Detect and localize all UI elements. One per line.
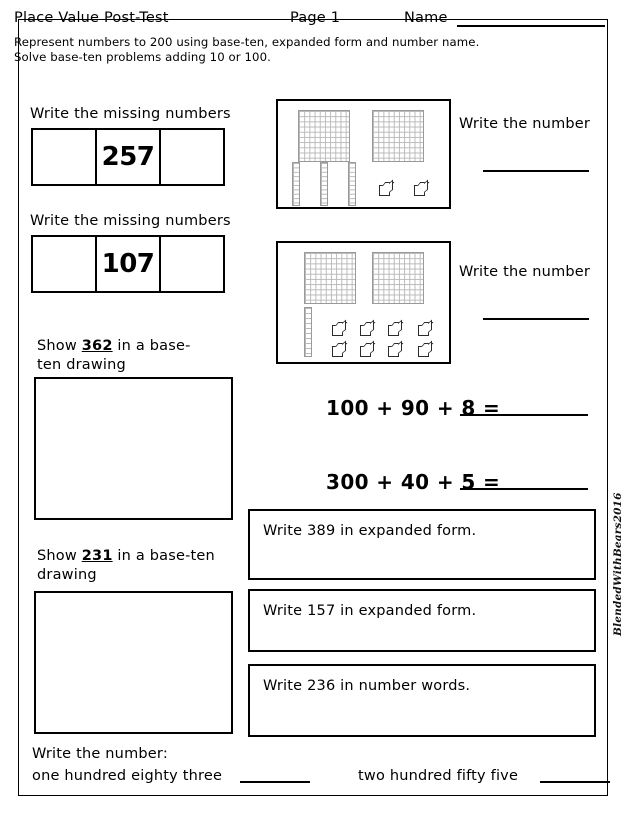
- standard-line-2: Solve base-ten problems adding 10 or 100.: [14, 50, 271, 64]
- base-ten-drawing-answer-box-1[interactable]: [34, 377, 233, 520]
- missing-number-cell-given: 257: [97, 130, 161, 184]
- ten-rod: [304, 307, 312, 357]
- unit-cube: [360, 346, 371, 357]
- watermark-credit: BlendedWithBears2016: [612, 492, 624, 636]
- missing-number-cell-blank-right[interactable]: [161, 130, 223, 184]
- footer-item-2: two hundred fifty five: [358, 768, 519, 784]
- ten-rod: [292, 162, 300, 206]
- base-ten-drawing-prompt-1: [37, 337, 237, 375]
- write-the-number-prompt-1: Write the number: [459, 116, 591, 132]
- missing-number-cell-blank-left[interactable]: [33, 237, 97, 291]
- unit-cube: [418, 346, 429, 357]
- show-suffix: in a base-ten: [112, 548, 215, 564]
- hundred-flat: [372, 252, 424, 304]
- show-prefix: Show: [37, 548, 82, 564]
- show-prefix: Show: [37, 338, 82, 354]
- unit-cube: [418, 325, 429, 336]
- missing-number-cell-given: 107: [97, 237, 161, 291]
- base-ten-blocks-panel-2: [276, 241, 451, 364]
- written-task-box-3[interactable]: [248, 664, 596, 737]
- show-line-2: ten drawing: [37, 357, 126, 373]
- name-label: Name: [404, 10, 448, 26]
- written-task-label: Write 157 in expanded form.: [263, 603, 477, 619]
- unit-cube: [414, 185, 425, 196]
- written-task-label: Write 236 in number words.: [263, 678, 471, 694]
- footer-answer-line-2[interactable]: [540, 781, 610, 783]
- page-number-label: Page 1: [290, 10, 341, 26]
- unit-cube: [379, 185, 390, 196]
- unit-cube: [388, 325, 399, 336]
- ten-rod: [320, 162, 328, 206]
- worksheet-header: [14, 10, 576, 65]
- standard-line-1: Represent numbers to 200 using base-ten, expanded form and number name.: [14, 35, 480, 49]
- base-ten-drawing-prompt-2: [37, 547, 242, 585]
- unit-cube: [360, 325, 371, 336]
- page-title: Place Value Post-Test: [14, 10, 169, 26]
- missing-numbers-prompt-2: Write the missing numbers: [30, 213, 231, 229]
- target-number: 231: [81, 548, 113, 564]
- footer-prompt: Write the number:: [32, 746, 168, 762]
- unit-cube: [332, 346, 343, 357]
- show-suffix: in a base-: [112, 338, 191, 354]
- base-ten-blocks-illustration-1: [278, 101, 449, 207]
- expanded-form-equation-answer-line-1[interactable]: [460, 414, 588, 416]
- ten-rod: [348, 162, 356, 206]
- missing-numbers-prompt-1: Write the missing numbers: [30, 106, 231, 122]
- write-the-number-answer-line-2[interactable]: [483, 318, 589, 320]
- expanded-form-equation-answer-line-2[interactable]: [460, 488, 588, 490]
- name-blank-line[interactable]: [457, 25, 605, 27]
- base-ten-blocks-illustration-2: [278, 243, 449, 362]
- hundred-flat: [304, 252, 356, 304]
- written-task-box-1[interactable]: [248, 509, 596, 580]
- footer-item-1: one hundred eighty three: [32, 768, 223, 784]
- base-ten-blocks-panel-1: [276, 99, 451, 209]
- missing-numbers-strip-1: [31, 128, 225, 186]
- target-number: 362: [81, 338, 113, 354]
- expanded-form-equation-2: 300 + 40 + 5 =: [326, 470, 501, 494]
- hundred-flat: [298, 110, 350, 162]
- missing-number-cell-blank-left[interactable]: [33, 130, 97, 184]
- hundred-flat: [372, 110, 424, 162]
- unit-cube: [332, 325, 343, 336]
- write-the-number-prompt-2: Write the number: [459, 264, 591, 280]
- missing-numbers-strip-2: [31, 235, 225, 293]
- expanded-form-equation-1: 100 + 90 + 8 =: [326, 396, 501, 420]
- footer-answer-line-1[interactable]: [240, 781, 310, 783]
- show-line-2: drawing: [37, 567, 97, 583]
- header-top-row: [14, 10, 576, 32]
- write-the-number-answer-line-1[interactable]: [483, 170, 589, 172]
- missing-number-cell-blank-right[interactable]: [161, 237, 223, 291]
- written-task-box-2[interactable]: [248, 589, 596, 652]
- base-ten-drawing-answer-box-2[interactable]: [34, 591, 233, 734]
- unit-cube: [388, 346, 399, 357]
- written-task-label: Write 389 in expanded form.: [263, 523, 477, 539]
